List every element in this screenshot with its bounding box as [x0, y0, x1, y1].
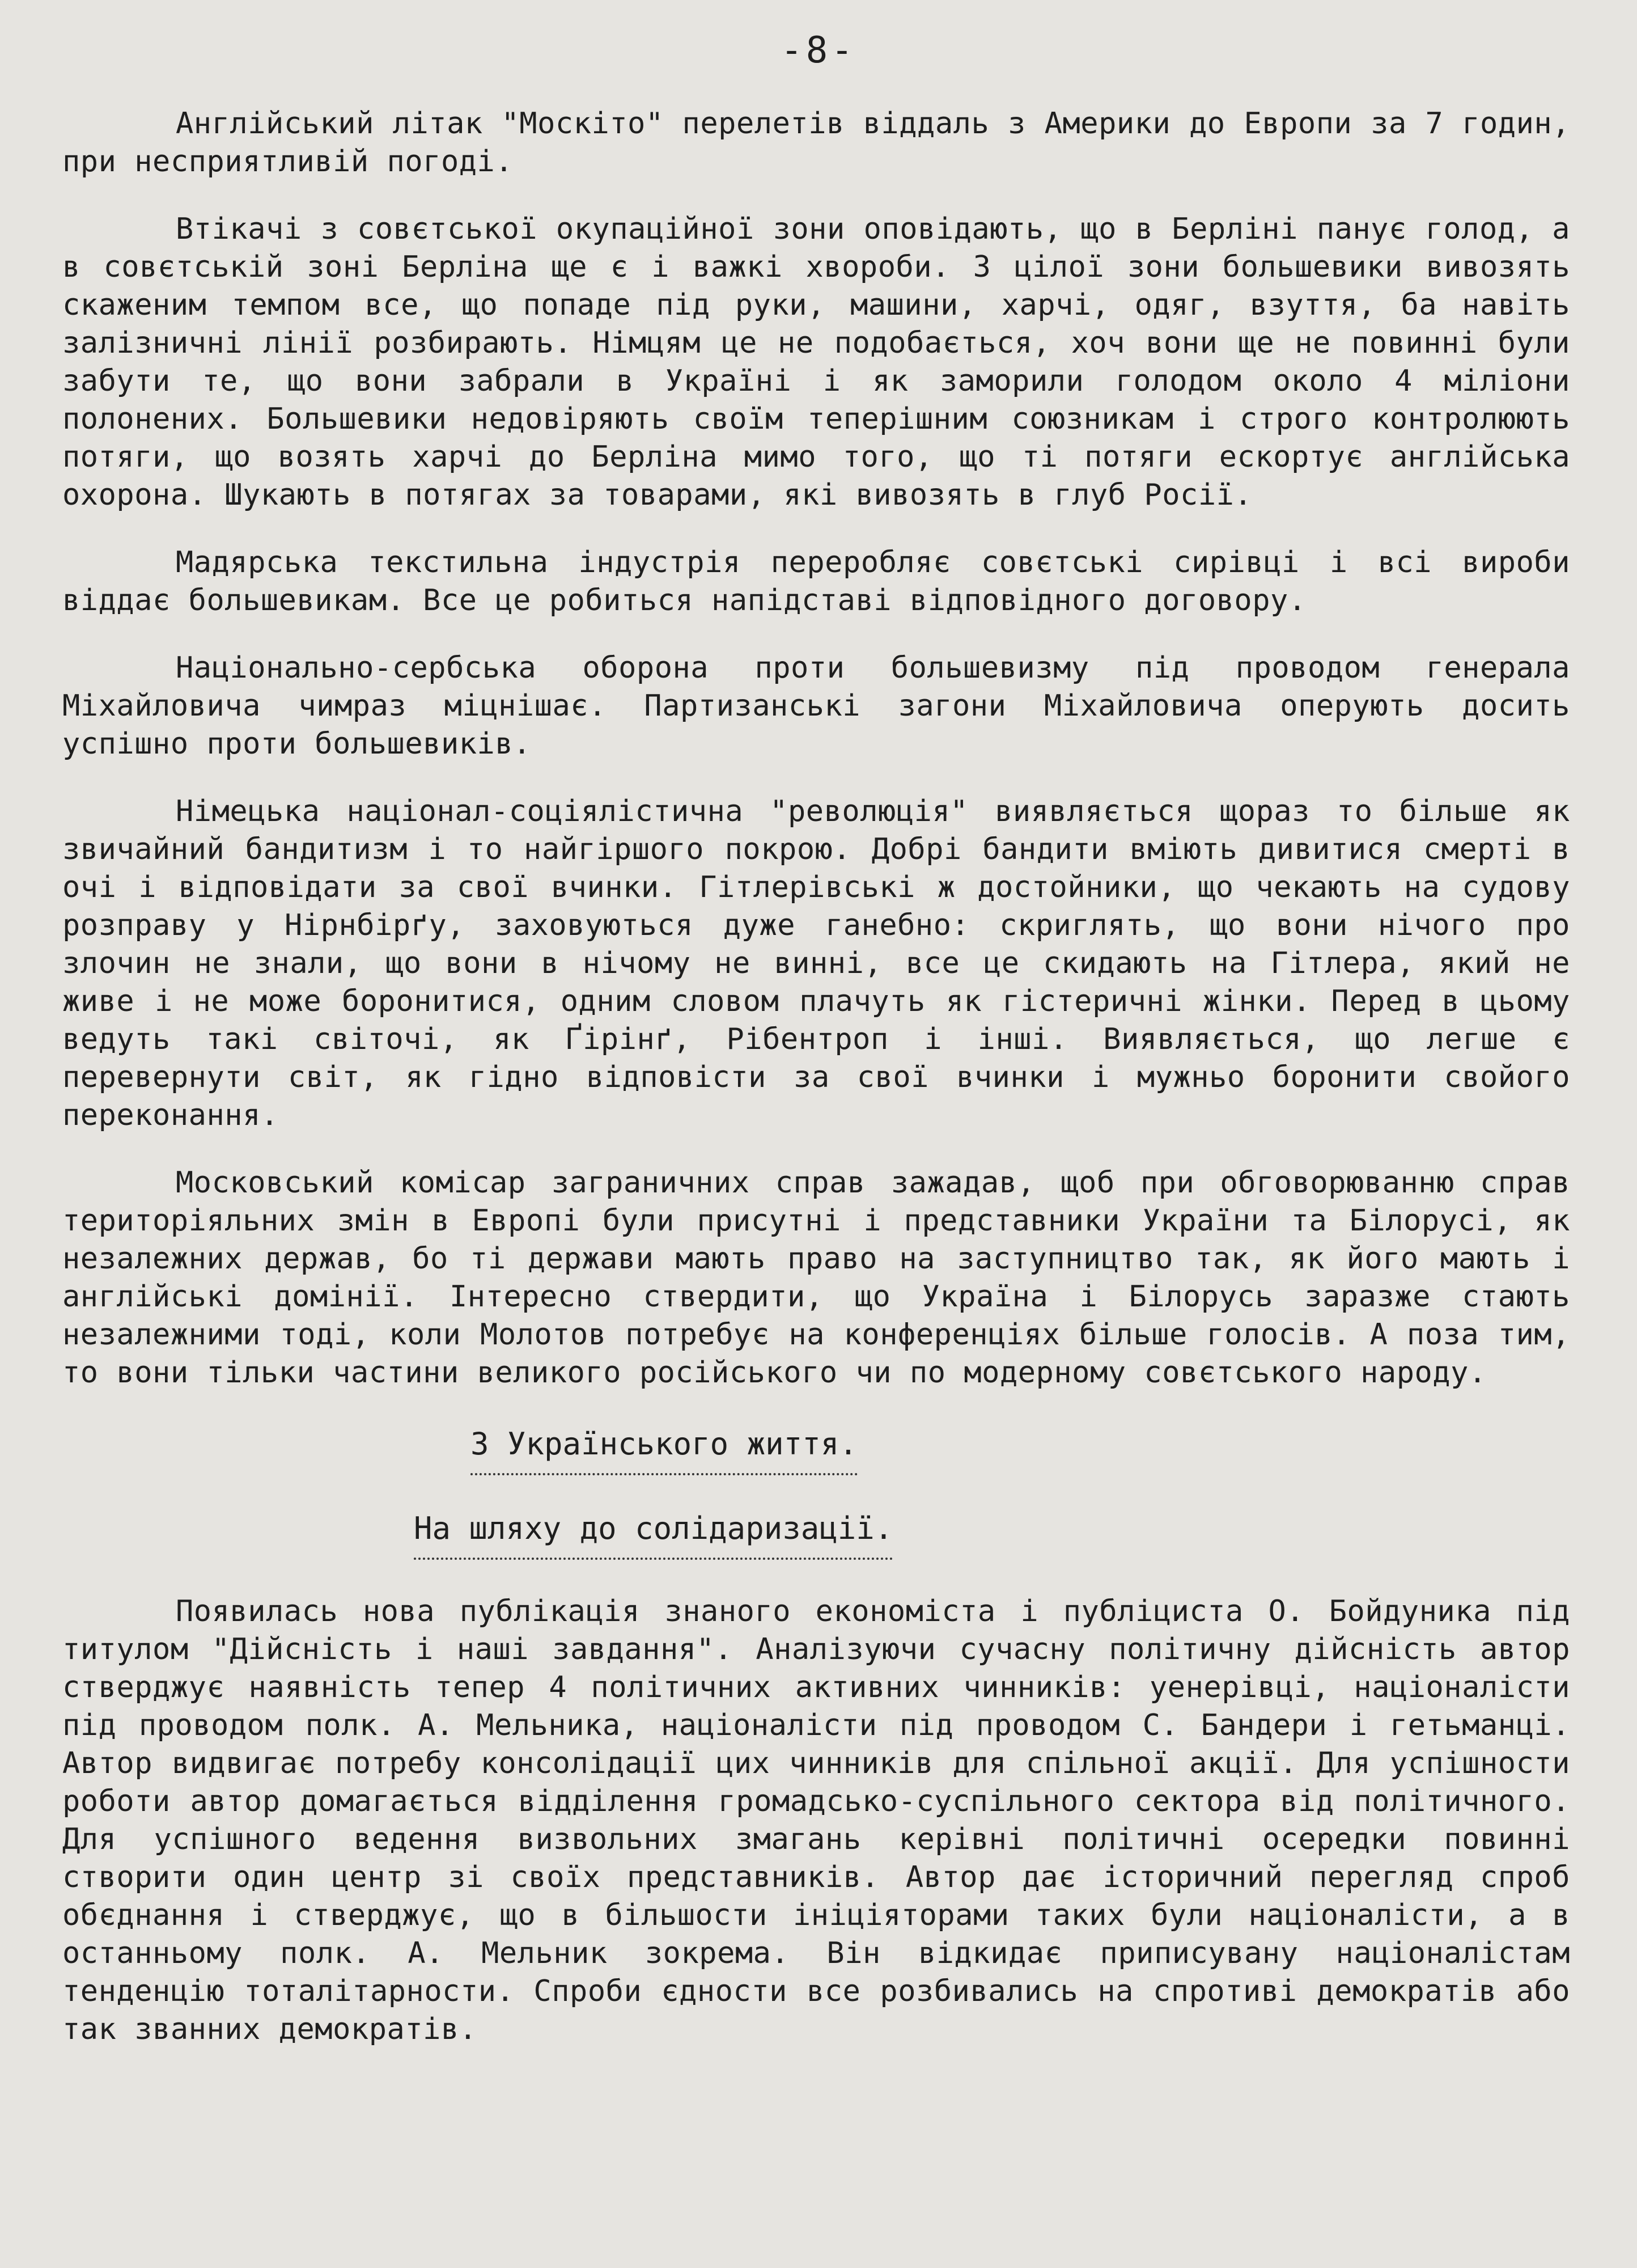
document-body: [62, 105, 1570, 2078]
sub-heading-text: На шляху до солідаризації.: [414, 1509, 893, 1560]
paragraph-berlin-refugees: Втікачі з совєтської окупаційної зони оповідають, що в Берліні панує голод, а в совєтській зоні Берліна ще є і важкі хвороби. З цілої зони большевики вивозять скаженим темпом все, що попаде під руки, машини, харчі, одяг, взуття, ба навіть залізничні лінії розбирають. Німцям це не подобається, хоч вони ще не повинні були забути те, що вони забрали в Україні і як заморили голодом около 4 міліони полонених. Большевики недовіряють своїм теперішним союзникам і строго контролюють потяги, що возять харчі до Берліна мимо того, що ті потяги ескортує англійська охорона. Шукають в потягах за товарами, які вивозять в глуб Росії.: [62, 212, 1570, 512]
paragraph-publication: Появилась нова публікація знаного економіста і публіциста О. Бойдуника під титулом "Дійсність і наші завдання". Аналізуючи сучасну політичну дійсність автор стверджує наявність тепер 4 політичних активних чинників: уенерівці, націоналісти під проводом полк. А. Мельника, націоналісти під проводом С. Бандери і гетьманці. Автор видвигає потребу консолідації цих чинників для спільної акції. Для успішности роботи автор домагається відділення громадсько-суспільного сектора від політичного. Для успішного ведення визвольних змагань керівні політичні осередки повинні створити один центр зі своїх представників. Автор дає історичний перегляд спроб обєднання і стверджує, що в більшости ініціяторами таких були націоналісти, а в останньому полк. А. Мельник зокрема. Він відкидає приписувану націоналістам тенденцію тоталітарности. Спроби єдности все розбивались на спротиві демократів або так званних демократів.: [62, 1594, 1570, 2046]
section-heading-text: З Українського життя.: [470, 1425, 858, 1475]
paragraph-mosquito-plane: Англійський літак "Москіто" перелетів віддаль з Америки до Европи за 7 годин, при несприятливій погоді.: [62, 107, 1570, 179]
paragraph-serbian-defense: Національно-сербська оборона проти большевизму під проводом генерала Міхайловича чимраз міцнішає. Партизанські загони Міхайловича оперують досить успішно проти большевиків.: [62, 651, 1570, 761]
sub-heading: [62, 1509, 1570, 1560]
section-heading: [62, 1425, 1570, 1475]
paragraph-nuremberg: Німецька націонал-соціялістична "революція" виявляється щораз то більше як звичайний бандитизм і то найгіршого покрою. Добрі бандити вміють дивитися смерті в очі і відповідати за свої вчинки. Гітлерівські ж достойники, що чекають на судову розправу у Нірнбірґу, заховуються дуже ганебно: скриглять, що вони нічого про злочин не знали, що вони в нічому не винні, все це скидають на Гітлера, який не живе і не може боронитися, одним словом плачуть як гістеричні жінки. Перед в цьому ведуть такі світочі, як Ґірінґ, Рібентроп і інші. Виявляється, що легше є перевернути світ, як гідно відповісти за свої вчинки і мужньо боронити свойого переконання.: [62, 794, 1570, 1132]
page-number: -8-: [781, 29, 856, 71]
paragraph-moscow-commissar: Московський комісар заграничних справ зажадав, щоб при обговорюванню справ територіяльних змін в Европі були присутні і представники України та Білорусі, як незалежних держав, бо ті держави мають право на заступництво так, як його мають і англійські домінії. Інтересно ствердити, що Україна і Білорусь заразже стають незалежними тоді, коли Молотов потребує на конференціях більше голосів. А поза тим, то вони тільки частини великого російського чи по модерному совєтського народу.: [62, 1166, 1570, 1390]
paragraph-hungarian-textile: Мадярська текстильна індустрія переробляє совєтські сирівці і всі вироби віддає большевикам. Все це робиться напідставі відповідного договору.: [62, 545, 1570, 617]
